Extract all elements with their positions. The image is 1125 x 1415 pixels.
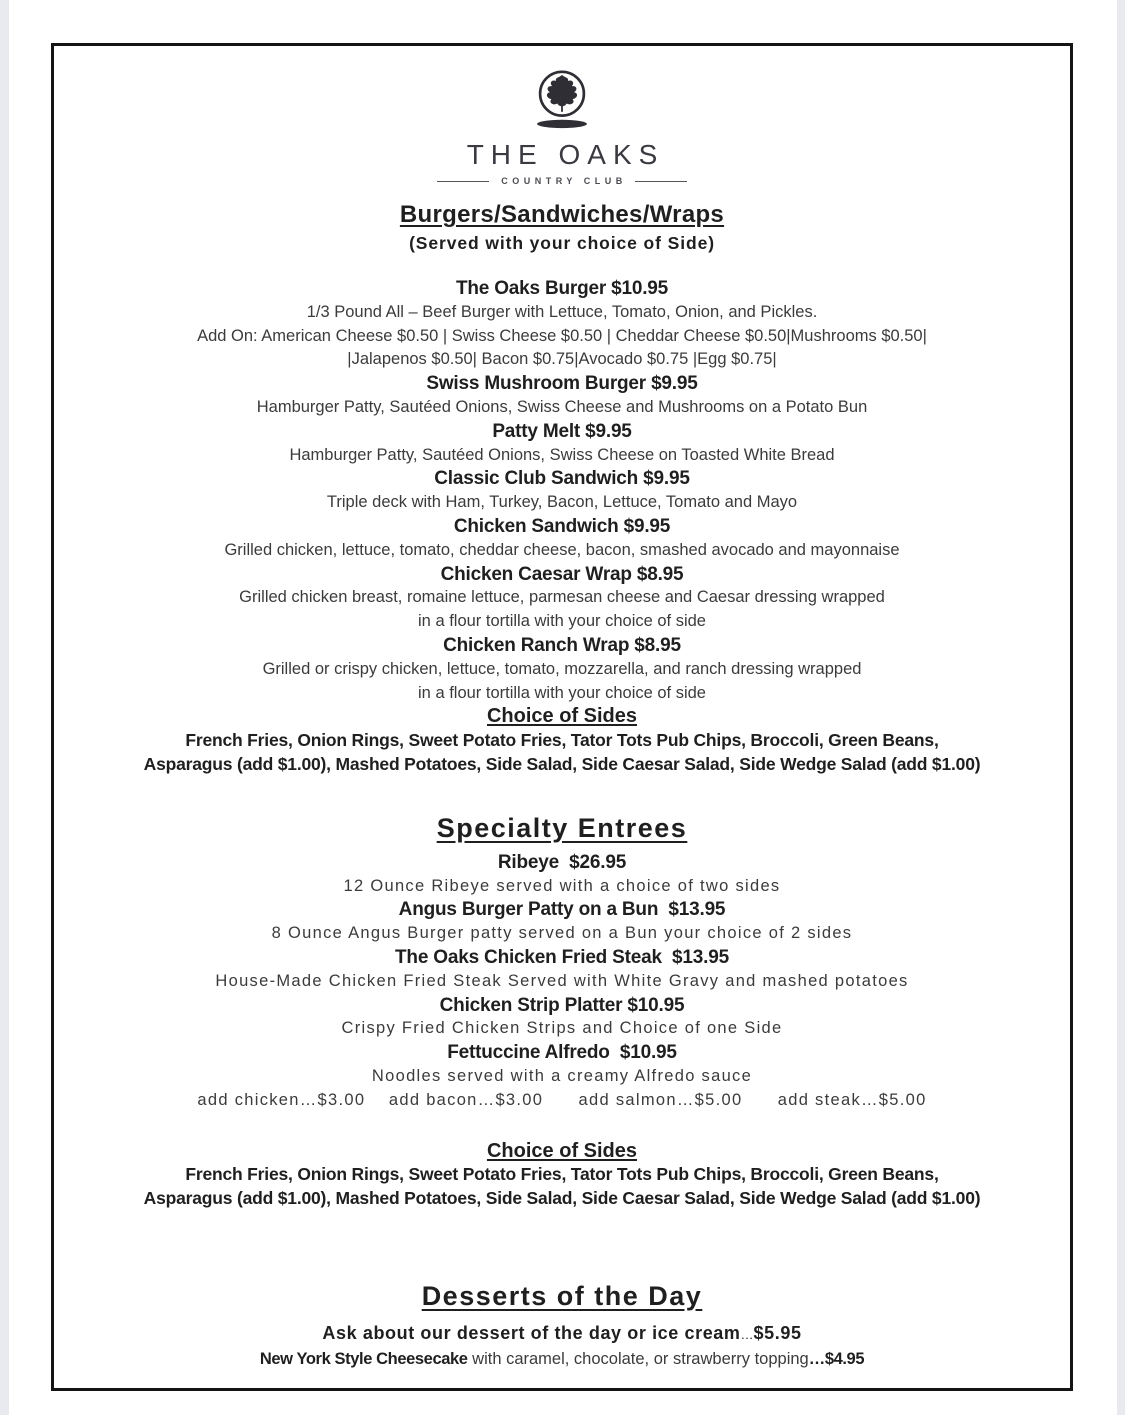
logo-subtitle-row xyxy=(54,176,1070,186)
section-choice-of-sides xyxy=(54,1140,1070,1211)
menu-item-name: Angus Burger Patty on a Bun $13.95 xyxy=(398,899,726,921)
menu-item-desc: Grilled chicken, lettuce, tomato, cheddar cheese, bacon, smashed avocado and mayonnaise xyxy=(224,540,900,559)
menu-item-desc: in a flour tortilla with your choice of side xyxy=(418,683,706,702)
choice-of-sides-title: Choice of Sides xyxy=(486,705,638,728)
menu-item-name: Chicken Strip Platter $10.95 xyxy=(439,994,685,1016)
menu-item-name: Fettuccine Alfredo $10.95 xyxy=(447,1042,677,1064)
menu-item-name: Swiss Mushroom Burger $9.95 xyxy=(426,373,698,395)
menu-item-desc: Crispy Fried Chicken Strips and Choice of one Side xyxy=(341,1019,783,1038)
sides-list-line: Asparagus (add $1.00), Mashed Potatoes, Side Salad, Side Caesar Salad, Side Wedge Salad (add $1.00) xyxy=(143,753,981,774)
menu-item-desc: Hamburger Patty, Sautéed Onions, Swiss Cheese on Toasted White Bread xyxy=(289,445,835,464)
dessert-dots: … xyxy=(740,1326,754,1342)
logo-rule-left xyxy=(437,181,489,182)
menu-item-desc: Hamburger Patty, Sautéed Onions, Swiss Cheese and Mushrooms on a Potato Bun xyxy=(256,397,868,416)
logo-title: THE OAKS xyxy=(466,139,665,170)
specialty-section-title: Specialty Entrees xyxy=(436,812,688,843)
menu-item-desc: 1/3 Pound All – Beef Burger with Lettuce, Tomato, Onion, and Pickles. xyxy=(306,302,818,321)
desserts-section-title: Desserts of the Day xyxy=(421,1280,703,1311)
burgers-section-title: Burgers/Sandwiches/Wraps xyxy=(399,201,725,228)
menu-item-addons: add chicken…$3.00 add bacon…$3.00 add salmon…$5.00 add steak…$5.00 xyxy=(197,1090,927,1109)
menu-item-desc: Add On: American Cheese $0.50 | Swiss Cheese $0.50 | Cheddar Cheese $0.50|Mushrooms $0.50| xyxy=(197,326,927,345)
dessert-item xyxy=(54,1347,1070,1371)
sides-list-line: French Fries, Onion Rings, Sweet Potato Fries, Tator Tots Pub Chips, Broccoli, Green Beans, xyxy=(185,1164,939,1185)
section-specialty-entrees xyxy=(54,813,1070,1113)
section-burgers-sandwiches-wraps xyxy=(54,201,1070,777)
sides-list-line: French Fries, Onion Rings, Sweet Potato Fries, Tator Tots Pub Chips, Broccoli, Green Beans, xyxy=(185,730,939,751)
menu-item-desc: Noodles served with a creamy Alfredo sauce xyxy=(371,1066,753,1085)
left-edge-strip xyxy=(0,0,9,1415)
menu-item-name: The Oaks Chicken Fried Steak $13.95 xyxy=(395,946,729,968)
dessert-price: $5.95 xyxy=(753,1322,802,1343)
right-edge-strip xyxy=(1117,0,1125,1415)
menu-item-desc: Grilled or crispy chicken, lettuce, tomato, mozzarella, and ranch dressing wrapped xyxy=(262,659,862,678)
menu-item-desc: in a flour tortilla with your choice of side xyxy=(418,612,706,631)
menu-item-name: Ribeye $26.95 xyxy=(497,851,627,873)
menu-item-desc: House-Made Chicken Fried Steak Served with White Gravy and mashed potatoes xyxy=(215,971,909,990)
sides-list-line: Asparagus (add $1.00), Mashed Potatoes, Side Salad, Side Caesar Salad, Side Wedge Salad (add $1.00) xyxy=(143,1188,981,1209)
menu-page-frame xyxy=(51,43,1073,1391)
menu-item-name: Classic Club Sandwich $9.95 xyxy=(434,468,690,490)
section-desserts xyxy=(54,1281,1070,1371)
choice-of-sides-title: Choice of Sides xyxy=(486,1139,638,1162)
dessert-price: …$4.95 xyxy=(808,1349,865,1368)
dessert-item-text: with caramel, chocolate, or strawberry topping xyxy=(467,1349,809,1368)
menu-item-desc: Grilled chicken breast, romaine lettuce, parmesan cheese and Caesar dressing wrapped xyxy=(239,588,885,607)
dessert-item xyxy=(54,1321,1070,1347)
oak-leaf-icon xyxy=(523,65,601,133)
menu-item-desc: Triple deck with Ham, Turkey, Bacon, Lettuce, Tomato and Mayo xyxy=(326,493,798,512)
menu-item-desc: 12 Ounce Ribeye served with a choice of two sides xyxy=(343,876,781,895)
menu-item-name: Chicken Caesar Wrap $8.95 xyxy=(440,563,684,585)
burgers-section-subtitle: (Served with your choice of Side) xyxy=(409,233,715,253)
logo xyxy=(54,65,1070,186)
dessert-item-text: Ask about our dessert of the day or ice cream xyxy=(322,1322,741,1343)
menu-item-name: The Oaks Burger $10.95 xyxy=(455,278,669,299)
logo-subtitle: COUNTRY CLUB xyxy=(501,176,627,186)
menu-item-desc: 8 Ounce Angus Burger patty served on a Bun your choice of 2 sides xyxy=(271,924,853,943)
logo-rule-right xyxy=(635,181,687,182)
menu-item-name: Patty Melt $9.95 xyxy=(492,420,632,442)
menu-item-desc: |Jalapenos $0.50| Bacon $0.75|Avocado $0.75 |Egg $0.75| xyxy=(347,350,777,369)
menu-item-name: Chicken Ranch Wrap $8.95 xyxy=(443,634,681,656)
menu-item-name: Chicken Sandwich $9.95 xyxy=(453,515,671,537)
dessert-item-name: New York Style Cheesecake xyxy=(259,1349,468,1368)
